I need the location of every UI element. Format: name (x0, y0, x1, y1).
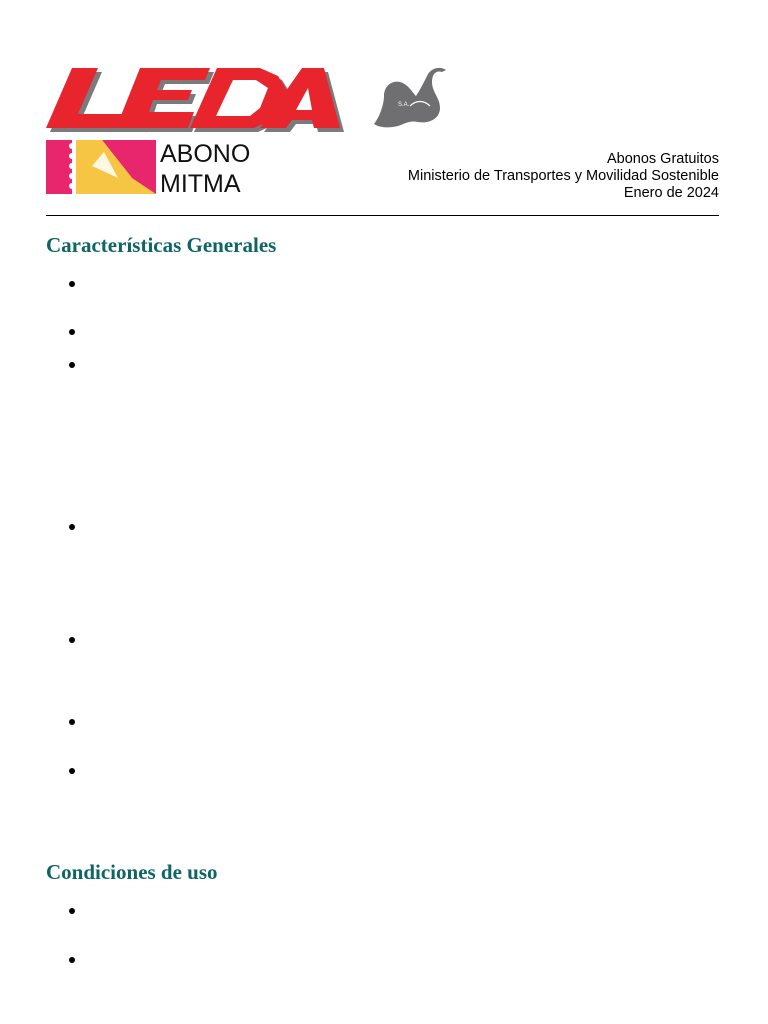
bullet-point (69, 957, 75, 963)
bullet-point (69, 637, 75, 643)
swan-emblem-icon (370, 64, 448, 130)
bullet-point (69, 329, 75, 335)
document-date: Enero de 2024 (623, 185, 719, 201)
logo-abono-text: ABONO (160, 140, 251, 168)
organization-name: Ministerio de Transportes y Movilidad Sostenible (407, 168, 719, 184)
section-title-caracteristicas: Características Generales (46, 233, 277, 257)
bullet-point (69, 362, 75, 368)
bullet-point (69, 719, 75, 725)
leda-abono-mitma-logo (46, 66, 344, 198)
header-divider (46, 215, 719, 216)
emblem-sa-text: S.A. (398, 102, 410, 108)
section-title-condiciones: Condiciones de uso (46, 860, 218, 884)
bullet-point (69, 281, 75, 287)
document-header (408, 151, 719, 202)
bullet-point (69, 524, 75, 530)
logo-mitma-text: MITMA (160, 170, 241, 198)
document-title: Abonos Gratuitos (606, 151, 719, 167)
bullet-point (69, 908, 75, 914)
bullet-point (69, 768, 75, 774)
